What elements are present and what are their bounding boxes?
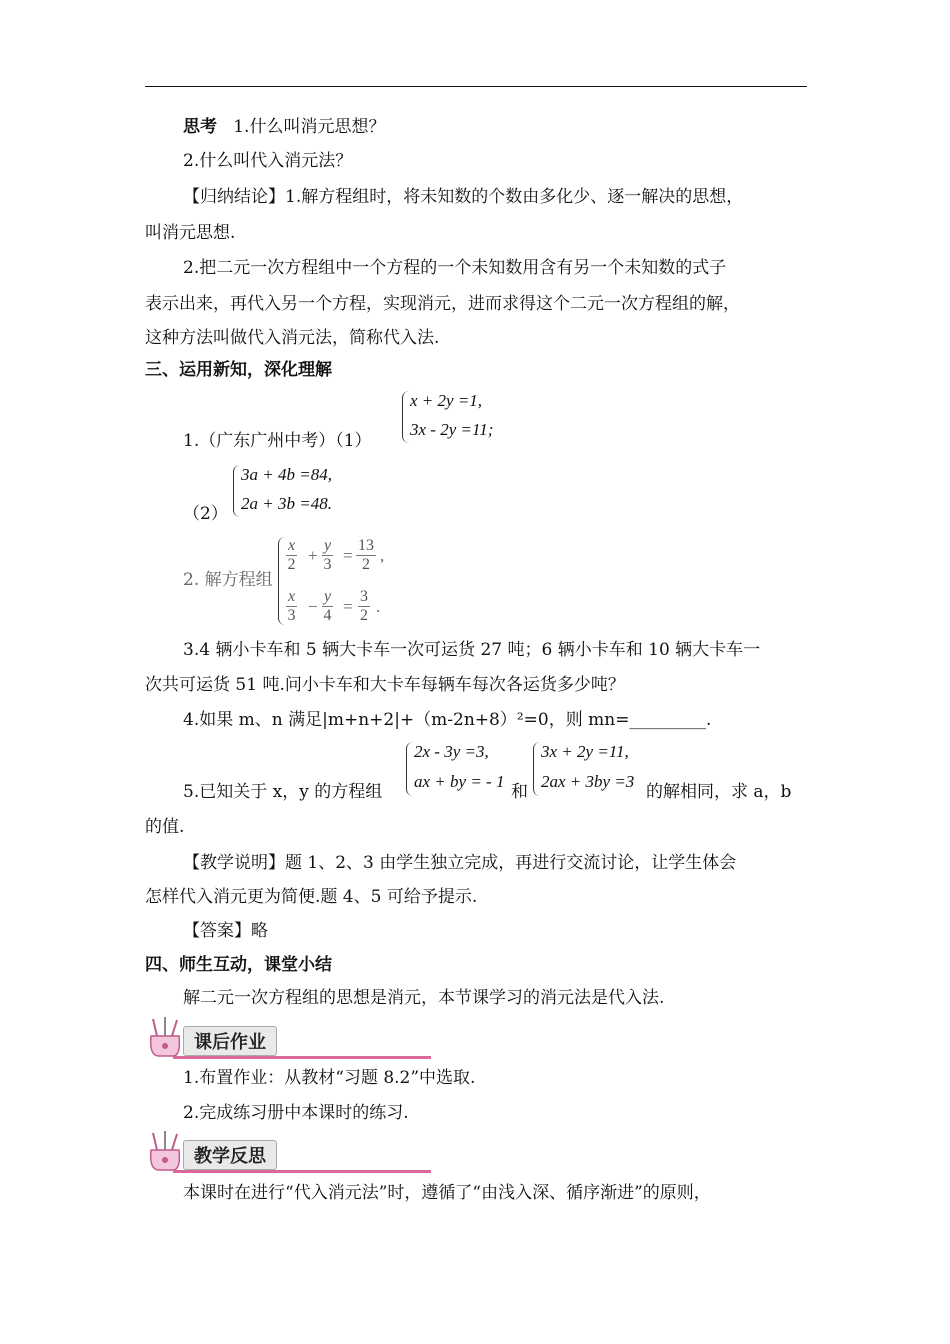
q1-equation-3: 3a + 4b =84,	[241, 465, 332, 484]
summary-1-line-a: 【归纳结论】1.解方程组时，将未知数的个数由多化少、逐一解决的思想，	[183, 187, 744, 207]
plus-sign: +	[308, 546, 318, 565]
section-3-heading: 三、运用新知，深化理解	[145, 360, 332, 380]
system-brace	[402, 391, 409, 443]
reflection-banner-label: 教学反思	[183, 1140, 277, 1170]
teaching-note-line-b: 怎样代入消元更为简便.题 4、5 可给予提示.	[145, 887, 478, 907]
question-5-line-b: 的值.	[145, 817, 185, 837]
summary-2-line-a: 2.把二元一次方程组中一个方程的一个未知数用含有另一个未知数的式子	[183, 258, 727, 278]
period: .	[376, 597, 381, 616]
think-question-2: 2.什么叫代入消元法？	[183, 151, 353, 171]
question-1-label: 1.（广东广州中考）（1）	[183, 431, 372, 451]
summary-2-line-c: 这种方法叫做代入消元法，简称代入法.	[145, 328, 440, 348]
reflection-banner	[145, 1134, 445, 1174]
fraction-x-over-3: $\frac{x}{3}$	[287, 588, 296, 624]
think-line	[183, 115, 385, 139]
fraction-y-over-3: $\frac{y}{3}$	[323, 537, 332, 573]
think-label: 思考	[183, 117, 217, 137]
q5-equation-4: 2ax + 3by =3	[541, 772, 635, 791]
question-1-part-2-label: （2）	[183, 504, 228, 524]
summary-1-line-b: 叫消元思想.	[145, 223, 236, 243]
equals-sign: =	[343, 597, 353, 616]
equals-sign: =	[343, 546, 353, 565]
and-word: 和	[511, 782, 528, 802]
question-3-line-b: 次共可运货 51 吨.问小卡车和大卡车每辆车每次各运货多少吨？	[145, 675, 625, 695]
question-2-label: 2. 解方程组	[183, 570, 273, 590]
fraction-y-over-4: $\frac{y}{4}$	[323, 588, 332, 624]
fraction-x-over-2: $\frac{x}{2}$	[287, 537, 296, 573]
system-brace	[233, 465, 240, 517]
question-5-tail: 的解相同，求 a，b	[646, 782, 792, 802]
q5-equation-1: 2x - 3y =3,	[414, 742, 489, 761]
homework-banner	[145, 1020, 445, 1060]
reflection-text: 本课时在进行“代入消元法”时，遵循了“由浅入深、循序渐进”的原则，	[183, 1183, 711, 1203]
homework-banner-label: 课后作业	[183, 1026, 277, 1056]
fraction-13-over-2: $\frac{13}{2}$	[358, 537, 374, 573]
summary-2-line-b: 表示出来，再代入另一个方程，实现消元，进而求得这个二元一次方程组的解，	[145, 294, 740, 314]
comma: ,	[380, 546, 385, 565]
system-brace	[278, 537, 285, 625]
system-brace	[533, 742, 540, 796]
fraction-3-over-2: $\frac{3}{2}$	[360, 588, 368, 624]
think-question-1: 1.什么叫消元思想？	[233, 117, 386, 137]
section-4-heading: 四、师生互动，课堂小结	[145, 955, 332, 975]
q5-equation-3: 3x + 2y =11,	[541, 742, 629, 761]
header-rule	[145, 86, 807, 87]
question-4: 4.如果 m、n 满足|m+n+2|+（m-2n+8）²=0，则 mn=_________.	[183, 710, 712, 730]
minus-sign: −	[308, 597, 318, 616]
q1-equation-4: 2a + 3b =48.	[241, 494, 332, 513]
question-3-line-a: 3.4 辆小卡车和 5 辆大卡车一次可运货 27 吨；6 辆小卡车和 10 辆大卡车一	[183, 640, 761, 660]
homework-item-2: 2.完成练习册中本课时的练习.	[183, 1103, 409, 1123]
system-brace	[406, 742, 413, 796]
teaching-note-line-a: 【教学说明】题 1、2、3 由学生独立完成，再进行交流讨论，让学生体会	[183, 853, 737, 873]
question-5-label: 5.已知关于 x，y 的方程组	[183, 782, 383, 802]
homework-item-1: 1.布置作业：从教材“习题 8.2”中选取.	[183, 1068, 476, 1088]
q1-equation-2: 3x - 2y =11;	[410, 420, 494, 439]
summary-text: 解二元一次方程组的思想是消元，本节课学习的消元法是代入法.	[183, 988, 665, 1008]
q5-equation-2: ax + by = - 1	[414, 772, 505, 791]
q1-equation-1: x + 2y =1,	[410, 391, 483, 410]
answer-line: 【答案】略	[183, 921, 268, 941]
